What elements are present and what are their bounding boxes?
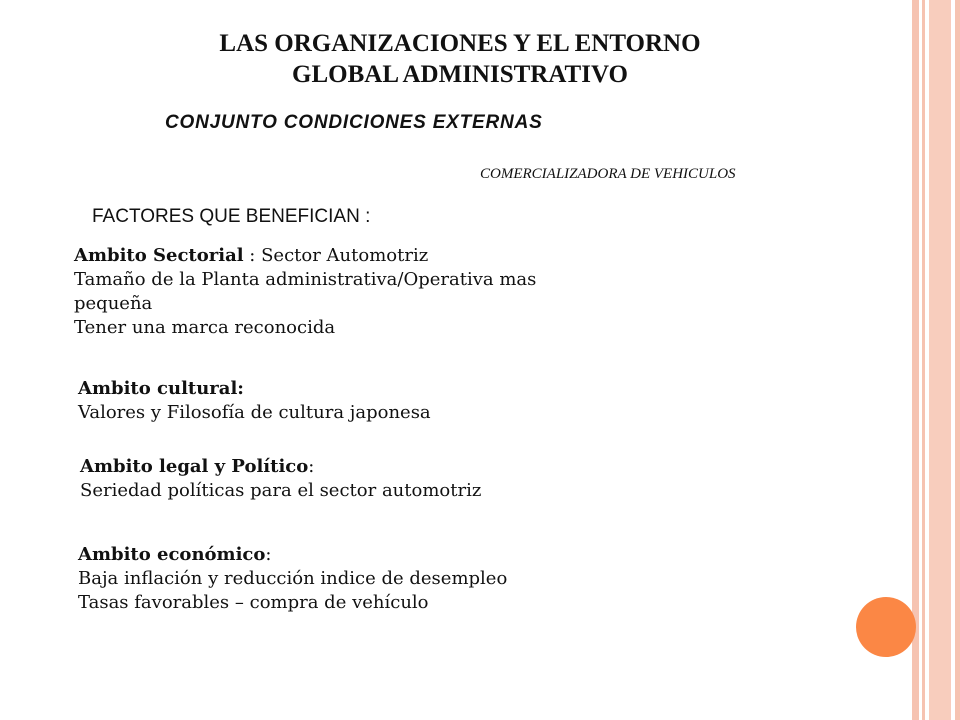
- section-heading-suffix: : Sector Automotriz: [243, 245, 429, 266]
- section-heading-bold: Ambito cultural:: [78, 378, 244, 399]
- section-heading: [74, 244, 536, 268]
- section-line: Seriedad políticas para el sector automotriz: [80, 480, 482, 501]
- section-heading-bold: Ambito Sectorial: [74, 245, 244, 266]
- slide-title: [100, 28, 820, 90]
- section-line: Baja inflación y reducción indice de desempleo: [78, 568, 508, 589]
- company-label: COMERCIALIZADORA DE VEHICULOS: [480, 166, 736, 182]
- section-heading: [80, 455, 481, 479]
- section-heading-bold: Ambito legal y Político: [80, 456, 309, 477]
- section-line: Valores y Filosofía de cultura japonesa: [78, 402, 431, 423]
- section-line: Tamaño de la Planta administrativa/Operativa mas: [74, 269, 537, 290]
- decorative-right-border: [912, 0, 960, 720]
- decorative-orange-circle: [856, 597, 916, 657]
- factors-heading: FACTORES QUE BENEFICIAN :: [92, 206, 371, 227]
- section-heading-suffix: :: [265, 544, 272, 565]
- border-stripe: [955, 0, 960, 720]
- section-cultural: [78, 377, 431, 425]
- section-line: Tener una marca reconocida: [74, 317, 336, 338]
- section-sectorial: [74, 244, 536, 340]
- section-heading: [78, 377, 431, 401]
- border-stripe: [922, 0, 925, 720]
- section-economico: [78, 543, 507, 615]
- slide-subtitle: CONJUNTO CONDICIONES EXTERNAS: [165, 112, 543, 133]
- border-stripe: [929, 0, 951, 720]
- section-heading-suffix: :: [308, 456, 315, 477]
- section-line: Tasas favorables – compra de vehículo: [78, 592, 429, 613]
- section-line: pequeña: [74, 293, 153, 314]
- section-heading: [78, 543, 507, 567]
- section-legal: [80, 455, 481, 503]
- title-line-2: GLOBAL ADMINISTRATIVO: [292, 61, 628, 88]
- border-stripe: [912, 0, 919, 720]
- title-line-1: LAS ORGANIZACIONES Y EL ENTORNO: [219, 30, 701, 57]
- section-heading-bold: Ambito económico: [78, 544, 266, 565]
